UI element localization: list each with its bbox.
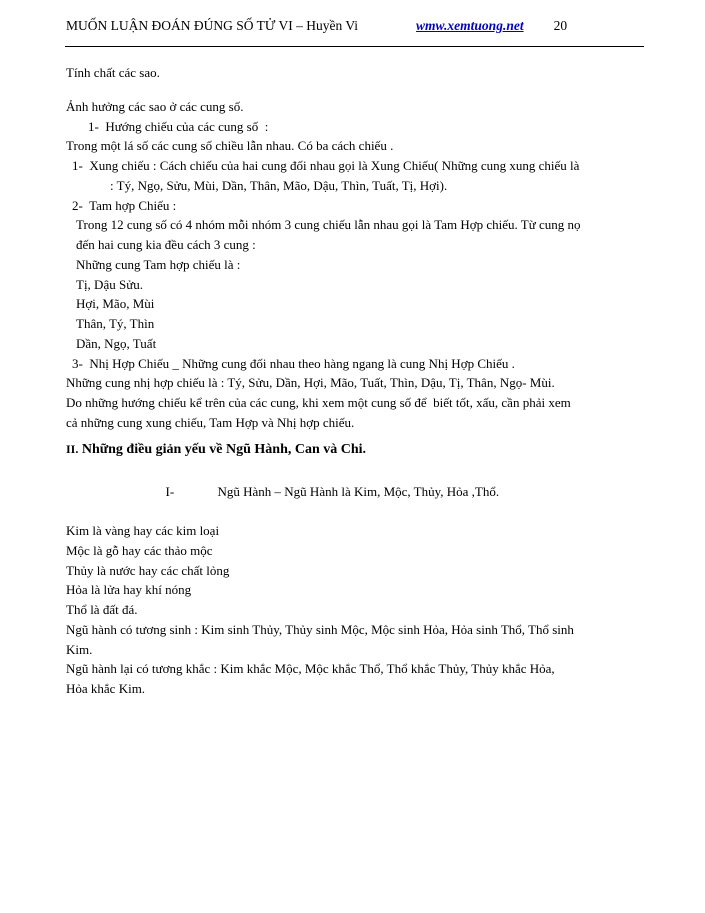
body-line: Mộc là gỗ hay các thảo mộc — [66, 542, 213, 558]
body-line: Tị, Dậu Sửu. — [76, 276, 143, 292]
header-divider — [65, 46, 644, 47]
body-line: 1- Xung chiếu : Cách chiếu của hai cung đối nhau gọi là Xung Chiếu( Những cung xung chiếu là — [72, 158, 580, 174]
body-line: Do những hướng chiếu kể trên của các cung, khi xem một cung số để biết tốt, xấu, cần phải xem — [66, 395, 571, 411]
body-line: Hỏa khắc Kim. — [66, 681, 146, 697]
body-line: 3- Nhị Hợp Chiếu _ Những cung đối nhau theo hàng ngang là cung Nhị Hợp Chiếu . — [72, 355, 515, 371]
subsection-text: Ngũ Hành – Ngũ Hành là Kim, Mộc, Thủy, Hỏa ,Thổ. — [217, 483, 500, 499]
body-line: Dần, Ngọ, Tuất — [76, 335, 157, 351]
body-line: 1- Hướng chiếu của các cung số : — [88, 118, 269, 134]
body-line: Ảnh hưởng các sao ở các cung số. — [66, 98, 244, 114]
body-line: Kim là vàng hay các kim loại — [66, 523, 220, 539]
body-line: Tính chất các sao. — [66, 65, 160, 81]
body-line: Hỏa là lửa hay khí nóng — [66, 582, 192, 598]
page-header — [66, 18, 643, 34]
body-line: Ngũ hành có tương sinh : Kim sinh Thủy, Thủy sinh Mộc, Mộc sinh Hỏa, Hỏa sinh Thổ, Thổ sinh — [66, 621, 574, 637]
header-website-link[interactable]: wmw.xemtuong.net — [416, 18, 524, 33]
document-body — [66, 63, 643, 699]
section-heading-text: Những điều giản yếu về Ngũ Hành, Can và Chi. — [78, 441, 367, 457]
subsection-line — [66, 462, 643, 521]
section-heading — [66, 439, 643, 460]
subsection-number: I- — [165, 483, 175, 499]
body-line: Ngũ hành lại có tương khắc : Kim khắc Mộc, Mộc khắc Thổ, Thổ khắc Thủy, Thủy khắc Hỏa, — [66, 661, 555, 677]
body-line: : Tý, Ngọ, Sửu, Mùi, Dần, Thân, Mão, Dậu, Thìn, Tuất, Tị, Hợi). — [110, 177, 448, 193]
spacer — [66, 83, 643, 97]
section-heading-number: II. — [66, 441, 79, 456]
body-line: đến hai cung kia đều cách 3 cung : — [76, 237, 256, 253]
body-line: Trong một lá số các cung số chiều lẫn nhau. Có ba cách chiếu . — [66, 138, 394, 154]
body-line: Thủy là nước hay các chất lỏng — [66, 562, 230, 578]
body-line: Trong 12 cung số có 4 nhóm mỗi nhóm 3 cung chiếu lẫn nhau gọi là Tam Hợp chiếu. Từ cung nọ — [76, 217, 581, 233]
body-line: Hợi, Mão, Mùi — [76, 296, 155, 312]
body-line: cả những cung xung chiếu, Tam Hợp và Nhị hợp chiếu. — [66, 414, 355, 430]
header-title: MUỐN LUẬN ĐOÁN ĐÚNG SỐ TỬ VI – Huyền Vi — [66, 18, 359, 33]
body-line: Những cung Tam hợp chiếu là : — [76, 256, 241, 272]
body-line: Thân, Tý, Thìn — [76, 316, 155, 332]
body-line: Thổ là đất đá. — [66, 602, 138, 618]
page-number: 20 — [553, 18, 568, 33]
body-line: Kim. — [66, 641, 93, 657]
body-line: Những cung nhị hợp chiếu là : Tý, Sửu, Dần, Hợi, Mão, Tuất, Thìn, Dậu, Tị, Thân, Ngọ- Mùi. — [66, 375, 555, 391]
body-line: 2- Tam hợp Chiếu : — [72, 197, 177, 213]
